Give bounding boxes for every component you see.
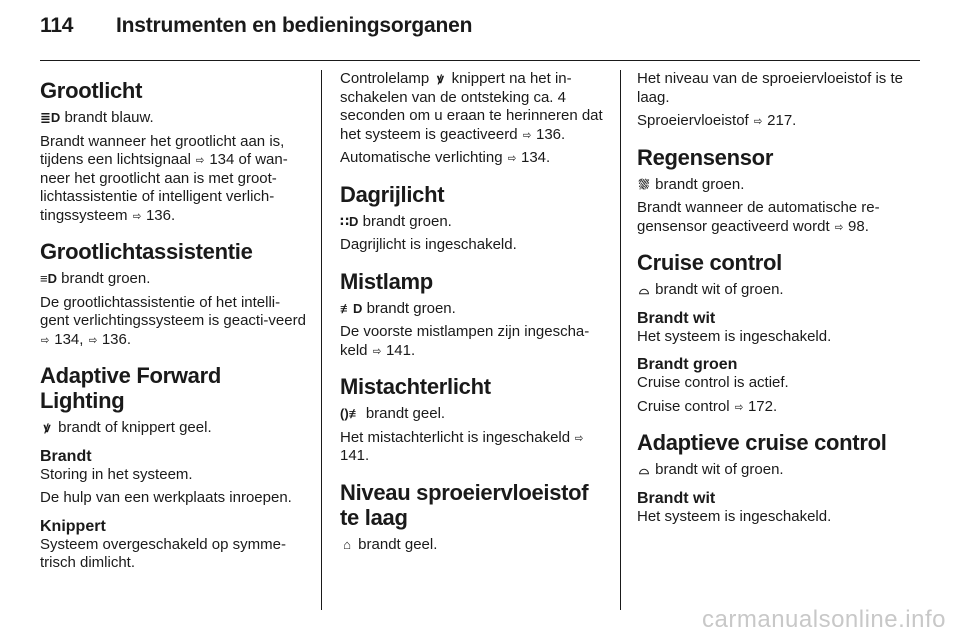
paragraph: De grootlichtassistentie of het intelli-gent verlichtingssysteem is geacti-veerd ⇨ 134, ⇨ 136. — [40, 293, 306, 348]
reference-arrow-icon: ⇨ — [372, 343, 382, 358]
status-line: ꝟ brandt of knippert geel. — [40, 419, 308, 438]
paragraph: Automatische verlichting ⇨ 134. — [340, 149, 551, 166]
page-reference[interactable]: 136. — [536, 125, 566, 143]
paragraph: De hulp van een werkplaats inroepen. — [40, 489, 292, 506]
page-header — [40, 14, 930, 38]
status-line: ⌂ brandt geel. — [340, 536, 608, 555]
paragraph: Dagrijlicht is ingeschakeld. — [340, 236, 517, 253]
page-reference[interactable]: 134. — [520, 149, 551, 166]
reference-arrow-icon: ⇨ — [88, 332, 97, 347]
column-3 — [637, 70, 909, 531]
status-line: ⛆ brandt groen. — [638, 175, 745, 193]
paragraph: Het systeem is ingeschakeld. — [637, 327, 832, 345]
page-reference[interactable]: 98. — [848, 217, 869, 235]
status-line: ≢D brandt groen. — [340, 299, 456, 317]
paragraph: Systeem overgeschakeld op symme-trisch dimlicht. — [40, 535, 286, 571]
daytime-running-light-icon: ∷D — [340, 213, 359, 229]
page-reference[interactable]: 217. — [767, 112, 797, 129]
reference-arrow-icon: ⇨ — [753, 114, 763, 128]
high-beam-assist-icon: ≡D — [40, 271, 57, 286]
paragraph: Cruise control ⇨ 172. — [637, 397, 778, 415]
section-heading-adaptieve-cruise-control: Adaptieve cruise control — [637, 430, 887, 455]
status-line: ∷D brandt groen. — [340, 212, 452, 230]
rain-sensor-icon: ⛆ — [638, 176, 650, 192]
reference-arrow-icon: ⇨ — [734, 399, 744, 414]
paragraph: Het systeem is ingeschakeld. — [637, 507, 832, 525]
page-reference[interactable]: 172. — [747, 397, 778, 415]
section-heading-grootlicht: Grootlicht — [40, 78, 143, 103]
cruise-control-icon: ⌓ — [638, 282, 650, 297]
washer-fluid-icon: ⌂ — [343, 536, 351, 552]
section-heading-mistachterlicht: Mistachterlicht — [340, 374, 491, 399]
watermark: carmanualsonline.info — [702, 606, 946, 633]
reference-arrow-icon: ⇨ — [522, 127, 532, 142]
adaptive-cruise-control-icon: ⌓ — [638, 462, 650, 477]
column-divider — [321, 70, 322, 610]
status-line: ⌓ brandt wit of groen. — [638, 461, 784, 478]
page-reference[interactable]: 136. — [101, 330, 132, 348]
paragraph: De voorste mistlampen zijn ingescha-keld ⇨ 141. — [340, 323, 590, 359]
page-reference[interactable]: 134, — [54, 330, 84, 348]
paragraph: Brandt wanneer de automatische re-gensensor geactiveerd wordt ⇨ 98. — [637, 199, 880, 235]
subheading-knippert: Knippert — [40, 517, 106, 535]
paragraph: Het niveau van de sproeiervloeistof is te laag. — [637, 70, 903, 106]
column-divider — [620, 70, 621, 610]
section-heading-niveau-sproeiervloeistof: Niveau sproeiervloeistof te laag — [340, 479, 589, 530]
reference-arrow-icon: ⇨ — [195, 153, 205, 167]
status-line: ≣D brandt blauw. — [40, 109, 154, 126]
front-fog-light-icon: ≢D — [340, 300, 363, 316]
subheading-brandt-groen: Brandt groen — [637, 356, 738, 373]
section-heading-mistlamp: Mistlamp — [340, 268, 433, 294]
subheading-brandt: Brandt — [40, 447, 92, 465]
page-reference[interactable]: 134 — [209, 151, 235, 168]
column-1 — [40, 70, 308, 578]
header-rule — [40, 60, 920, 61]
page-title: Instrumenten en bedieningsorganen — [116, 14, 473, 37]
paragraph: Storing in het systeem. — [40, 465, 193, 483]
reference-arrow-icon: ⇨ — [40, 332, 50, 347]
section-heading-regensensor: Regensensor — [637, 144, 774, 170]
status-line: ()≢ brandt geel. — [340, 405, 446, 422]
page-reference[interactable]: 141. — [385, 341, 416, 359]
paragraph: Het mistachterlicht is ingeschakeld ⇨ 141. — [340, 428, 584, 464]
paragraph: Brandt wanneer het grootlicht aan is, tijdens een lichtsignaal ⇨ 134 of wan-neer het grootlicht aan is met groot-lichtassistentie of intelligent verlich-tingssysteem ⇨ 136. — [40, 132, 288, 224]
reference-arrow-icon: ⇨ — [834, 219, 844, 234]
status-line: ⌓ brandt wit of groen. — [638, 281, 784, 298]
subheading-brandt-wit: Brandt wit — [637, 309, 716, 327]
section-heading-grootlichtassistentie: Grootlichtassistentie — [40, 239, 253, 264]
paragraph: Sproeiervloeistof ⇨ 217. — [637, 112, 797, 129]
high-beam-icon: ≣D — [40, 110, 61, 125]
page-reference[interactable]: 141. — [340, 447, 370, 464]
reference-arrow-icon: ⇨ — [575, 430, 584, 445]
reference-arrow-icon: ⇨ — [132, 208, 142, 223]
section-heading-dagrijlicht: Dagrijlicht — [340, 181, 445, 207]
page-number: 114 — [40, 14, 74, 37]
paragraph: Cruise control is actief. — [637, 374, 789, 391]
section-heading-afl: Adaptive Forward Lighting — [40, 363, 222, 413]
subheading-brandt-wit: Brandt wit — [637, 489, 716, 507]
section-heading-cruise-control: Cruise control — [637, 250, 782, 275]
rear-fog-light-icon: ()≢ — [340, 406, 362, 421]
column-2 — [340, 70, 608, 559]
reference-arrow-icon: ⇨ — [507, 151, 517, 165]
afl-icon: ꝟ — [437, 71, 444, 86]
status-line: ≡D brandt groen. — [40, 270, 151, 287]
afl-icon: ꝟ — [43, 420, 51, 435]
page-reference[interactable]: 136. — [145, 206, 176, 224]
paragraph: Controlelamp ꝟ knippert na het in-schakelen van de ontsteking ca. 4 seconden om u eraan te herinneren dat het systeem is geactiveerd ⇨ 136. — [340, 70, 603, 143]
